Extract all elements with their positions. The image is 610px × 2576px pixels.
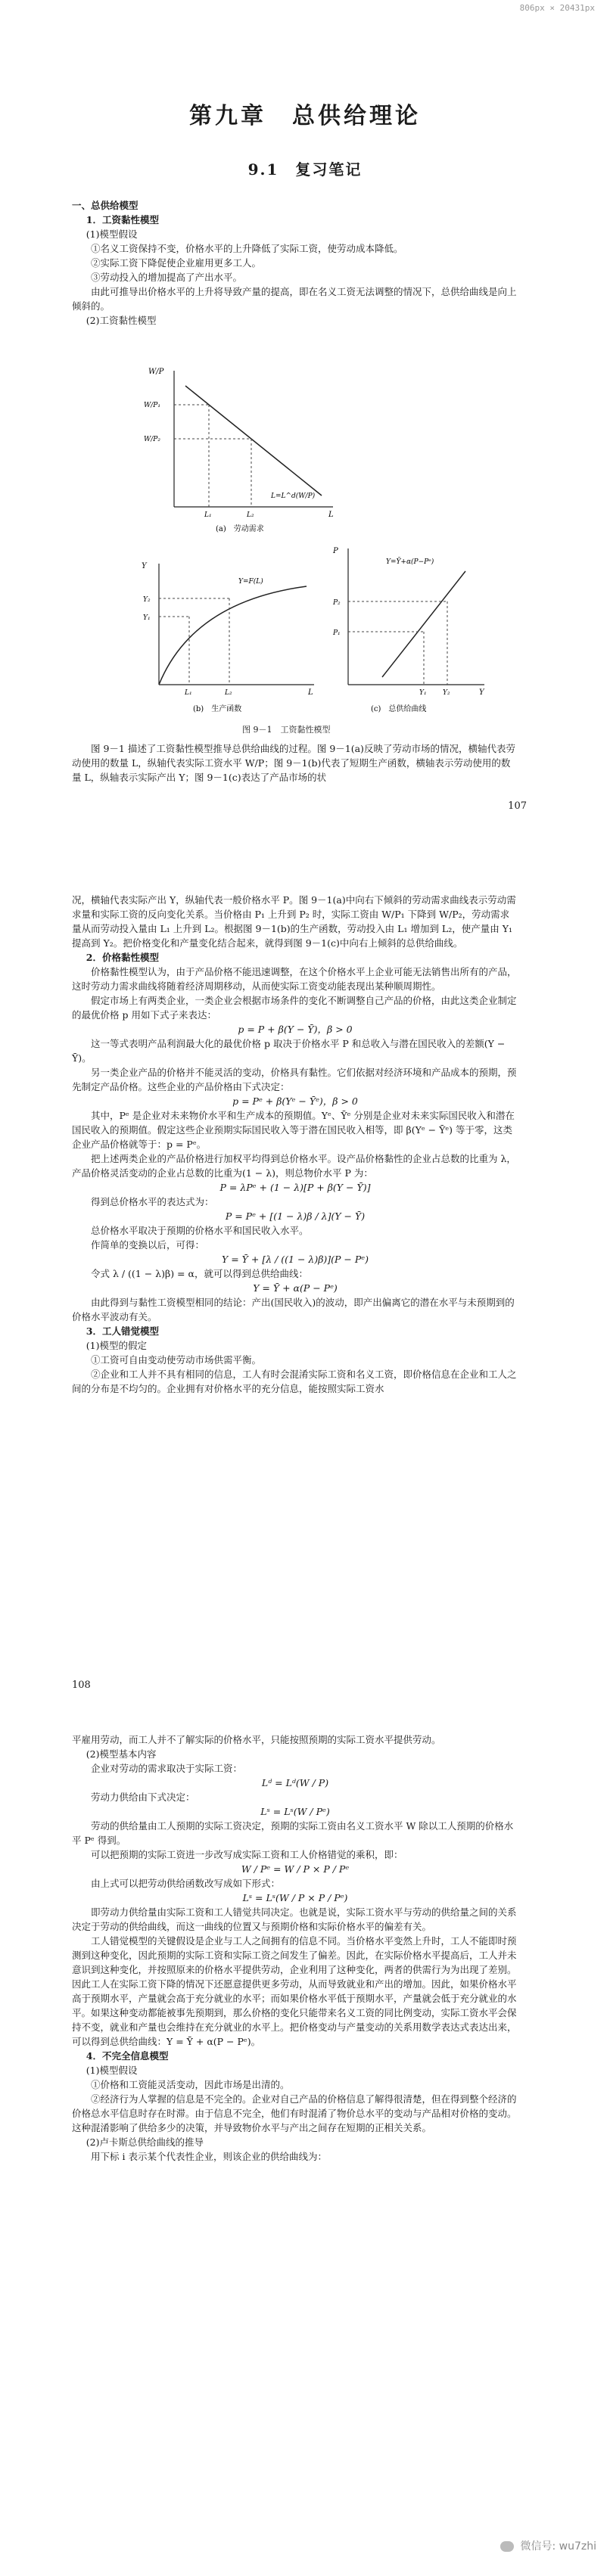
conclusion-text: 由此可推导出价格水平的上升将导致产量的提高，即在名义工资无法调整的情况下，总供给曲线是向上倾斜的。: [72, 286, 517, 312]
sticky-price-p6: 把上述两类企业的产品价格进行加权平均得到总价格水平。设产品价格黏性的企业占总数的比重为 λ，产品价格灵活变动的企业占总数的比重为(1 − λ)，则总物价水平 P 为：: [72, 1153, 516, 1179]
assumption-1: ①名义工资保持不变，价格水平的上升降低了实际工资，使劳动成本降低。: [91, 243, 403, 254]
equation-3: P = λPᵉ + (1 − λ)[P + β(Y − Ȳ)]: [219, 1182, 371, 1193]
heading-total-supply-models: 一、总供给模型: [72, 200, 138, 211]
fig-b-xlabel: L: [308, 688, 313, 697]
sticky-price-p8: 总价格水平取决于预期的价格水平和国民收入水平。: [91, 1225, 309, 1236]
equation-9: W / Pᵉ = W / P × P / Pᵉ: [241, 1863, 350, 1875]
page3-text: [72, 1732, 518, 2164]
fig-c-p1: P₁: [333, 629, 341, 637]
model-p6: 即劳动力供给量由实际工资和工人错觉共同决定。也就是说，实际工资水平与劳动的供给量之间的关系决定于劳动的供给曲线，而这一曲线的位置又与预期价格和实际价格水平的偏差有关。: [72, 1906, 517, 1932]
fig-a-y1: W/P₁: [144, 402, 160, 409]
equation-4: P = Pᵉ + [(1 − λ)β / λ](Y − Ȳ): [225, 1210, 366, 1222]
imperfect-p3: 用下标 i 表示某个代表性企业，则该企业的供给曲线为：: [91, 2151, 327, 2162]
page-107: [0, 0, 610, 832]
equation-8: Lˢ = Lˢ(W / Pᵉ): [260, 1806, 330, 1817]
heading-imperfect-assumptions: (1)模型假设: [86, 2065, 138, 2076]
sticky-price-p3: 这一等式表明产品利润最大化的最优价格 p 取决于价格水平 P 和总收入与潜在国民收入的差额(Y − Ȳ)。: [72, 1038, 506, 1064]
fig-a-y2: W/P₂: [144, 436, 160, 443]
fig-c-x2: Y₂: [443, 689, 450, 697]
sticky-price-p5: 其中，Pᵉ 是企业对未来物价水平和生产成本的预期值。Yᵉ、Ȳᵉ 分别是企业对未来实际国民收入和潜在国民收入的预期值。假定这些企业预期实际国民收入等于潜在国民收入相等，即 β(Yᵉ − Ȳᵉ) 等于零，这类企业产品价格就等于：p = Pᵉ。: [72, 1110, 515, 1150]
heading-sticky-wage: 1．工资黏性模型: [86, 214, 159, 225]
assumption-2: ②实际工资下降促使企业雇用更多工人。: [91, 257, 262, 269]
continued-paragraph: 况，横轴代表实际产出 Y，纵轴代表一般价格水平 P。图 9－1(a)中向右下倾斜的劳动需求曲线表示劳动需求量和实际工资的反向变化关系。当价格由 P₁ 上升到 P₂ 时，实际工资由 W/P₁ 下降到 W/P₂，劳动需求量从而劳动投入量由 L₁ 上升到 L₂。根据图 9－1(b)的生产函数，劳动投入由 L₁ 增加到 L₂，使产量由 Y₁ 提高到 Y₂。把价格变化和产量变化结合起来，就得到图 9－1(c)中向右上倾斜的总供给曲线。: [72, 894, 516, 949]
fig-b-production-curve: [159, 586, 307, 685]
figure-caption: 图 9－1 工资黏性模型: [242, 725, 331, 735]
figure-explanation: [72, 741, 518, 785]
heading-sticky-price: 2．价格黏性模型: [86, 952, 159, 963]
fig-b-curve-label: Y=F(L): [238, 578, 263, 586]
sticky-price-p1: 价格黏性模型认为，由于产品价格不能迅速调整，在这个价格水平上企业可能无法销售出所有的产品，这时劳动力需求曲线将随着经济周期移动，从而使实际工资变动能表现出某种顺周期性。: [72, 966, 517, 992]
section-title: 9.1 复习笔记: [247, 160, 363, 179]
heading-lucas-supply: (2)卢卡斯总供给曲线的推导: [86, 2136, 204, 2148]
worker-assumption-1: ①工资可自由变动使劳动市场供需平衡。: [91, 1354, 262, 1366]
fig-b-y2: Y₂: [143, 596, 151, 604]
heading-assumptions: (1)模型假设: [86, 228, 138, 240]
equation-7: Lᵈ = Lᵈ(W / P): [261, 1777, 329, 1788]
equation-2: p = Pᵉ + β(Yᵉ − Ȳᵉ)，β > 0: [232, 1095, 358, 1107]
fig-b-y1: Y₁: [143, 614, 151, 622]
page-108: [0, 893, 610, 1695]
sticky-price-p4: 另一类企业产品的价格并不能灵活的变动，价格具有黏性。它们依据对经济环境和产品成本的预期，预先制定产品价格。这些企业的产品价格由下式决定：: [72, 1067, 517, 1092]
page-109: [0, 1732, 610, 2576]
sticky-price-p2: 假定市场上有两类企业，一类企业会根据市场条件的变化不断调整自己产品的价格，由此这类企业制定的最优价格 p 用如下式子来表达：: [72, 995, 517, 1021]
heading-model-content: (2)模型基本内容: [86, 1748, 157, 1760]
figure-explanation-text: 图 9－1 描述了工资黏性模型推导总供给曲线的过程。图 9－1(a)反映了劳动市场的情况，横轴代表劳动使用的数量 L，纵轴代表实际工资水平 W/P；图 9－1(b)代表了短期生产函数，横轴表示劳动使用的数量 L，纵轴表示实际产出 Y；图 9－1(c)表达了产品市场的状: [72, 743, 515, 783]
model-p3: 劳动的供给量由工人预期的实际工资决定，预期的实际工资由名义工资水平 W 除以工人预期的价格水平 Pᵉ 得到。: [72, 1820, 514, 1846]
fig-a-ylabel: W/P: [148, 368, 164, 376]
intro-text: [72, 198, 518, 328]
model-p2: 劳动力供给由下式决定：: [91, 1791, 195, 1803]
page3-cont: 平雇用劳动，而工人并不了解实际的价格水平，只能按照预期的实际工资水平提供劳动。: [72, 1734, 441, 1745]
model-p4: 可以把预期的实际工资进一步改写成实际工资和工人价格错觉的乘积，即：: [91, 1849, 403, 1860]
equation-6: Y = Ȳ + α(P − Pᵉ): [253, 1282, 338, 1294]
fig-a-x2: L₂: [247, 511, 254, 519]
fig-b-ylabel: Y: [142, 562, 147, 570]
figure-c-aggregate-supply: [325, 541, 492, 719]
model-p5: 由上式可以把劳动供给函数改写成如下形式：: [91, 1878, 281, 1889]
fig-c-xlabel: Y: [479, 688, 484, 697]
equation-10: Lˢ = Lˢ(W / P × P / Pᵉ): [242, 1892, 348, 1903]
wechat-watermark: [500, 2538, 596, 2553]
page2-text: [72, 893, 518, 1396]
imperfect-p2: ②经济行为人掌握的信息是不完全的。企业对自己产品的价格信息了解得很清楚，但在得到整个经济的价格总水平信息时存在时滞。由于信息不完全，他们有时混淆了物价总水平的变动与产品相对价格的变动。这种混淆影响了供给多少的决策，并导致物价水平与产出之间存在短期的正相关关系。: [72, 2093, 517, 2133]
fig-c-caption: (c) 总供给曲线: [371, 705, 427, 713]
wechat-watermark-text: 微信号: wu7zhi: [520, 2540, 596, 2553]
assumption-3: ③劳动投入的增加提高了产出水平。: [91, 272, 243, 283]
equation-5: Y = Ȳ + [λ / ((1 − λ)β)](P − Pᵉ): [221, 1254, 369, 1265]
sticky-price-p9: 作简单的变换以后，可得：: [91, 1239, 205, 1251]
fig-c-x1: Y₁: [419, 689, 427, 697]
sticky-price-p11: 由此得到与黏性工资模型相同的结论：产出(国民收入)的波动，即产出偏离它的潜在水平与未预期到的价格水平波动有关。: [72, 1297, 515, 1322]
page-number-107: 107: [508, 800, 527, 812]
model-p1: 企业对劳动的需求取决于实际工资：: [91, 1763, 243, 1774]
chapter-title: 第九章 总供给理论: [189, 103, 421, 129]
figure-b-production-function: [132, 556, 322, 719]
equation-1: p = P + β(Y − Ȳ)，β > 0: [238, 1024, 353, 1035]
sticky-price-p7: 得到总价格水平的表达式为：: [91, 1196, 214, 1207]
fig-b-x1: L₁: [185, 689, 192, 697]
model-p7: 工人错觉模型的关键假设是企业与工人之间拥有的信息不同。当价格水平变然上升时，工人不能即时预测到这种变化，因此预期的实际工资和实际工资之间发生了偏差。因此，在实际价格水平提高后，工人并未意识到这种变化，并按照原来的价格水平提供劳动，企业利用了这种变化，两者的供需行为为出现了差别。因此工人在实际工资下降的情况下还愿意提供更多劳动，从而导致就业和产出的增加。因此，如果价格水平高于预期水平，产量就会高于充分就业的水平；而如果价格水平低于预期水平，产量就会低于充分就业的水平。如果这种变动都能被事先预期到，那么价格的变化只能带来名义工资的同比例变动，实际工资水平会保持不变，就业和产量也会维持在充分就业的水平上。把价格变动与产量变动的关系用数学表达式表达出来，可以得到总供给曲线：Y = Ȳ + α(P − Pᵉ)。: [72, 1935, 517, 2047]
fig-a-x1: L₁: [204, 511, 212, 519]
fig-b-caption: (b) 生产函数: [193, 705, 242, 713]
fig-a-demand-curve: [185, 386, 322, 496]
heading-worker-assumptions: (1)模型的假定: [86, 1340, 147, 1351]
heading-imperfect-info: 4．不完全信息模型: [86, 2050, 169, 2062]
fig-a-curve-label: L=L^d(W/P): [271, 493, 316, 500]
heading-model: (2)工资黏性模型: [86, 315, 157, 326]
fig-c-p2: P₂: [333, 599, 341, 607]
figure-a-labor-demand: [144, 363, 341, 537]
fig-a-xlabel: L: [328, 511, 334, 519]
wechat-icon: [500, 2541, 514, 2552]
page-number-108: 108: [72, 1680, 91, 1691]
fig-c-curve-label: Y=Ȳ+α(P−Pᵉ): [386, 558, 434, 566]
fig-a-caption: (a) 劳动需求: [216, 525, 264, 533]
sticky-price-p10: 令式 λ / ((1 − λ)β) = α，就可以得到总供给曲线：: [91, 1268, 308, 1279]
worker-assumption-2: ②企业和工人并不具有相同的信息，工人有时会混淆实际工资和名义工资，即价格信息在企业和工人之间的分布是不均匀的。企业拥有对价格水平的充分信息，能按照实际工资水: [72, 1369, 517, 1394]
imperfect-p1: ①价格和工资能灵活变动，因此市场是出清的。: [91, 2079, 290, 2090]
top-watermark: 806px × 20431px: [519, 3, 595, 13]
heading-worker-misperception: 3．工人错觉模型: [86, 1325, 159, 1337]
fig-b-x2: L₂: [225, 689, 232, 697]
fig-c-ylabel: P: [333, 547, 338, 555]
